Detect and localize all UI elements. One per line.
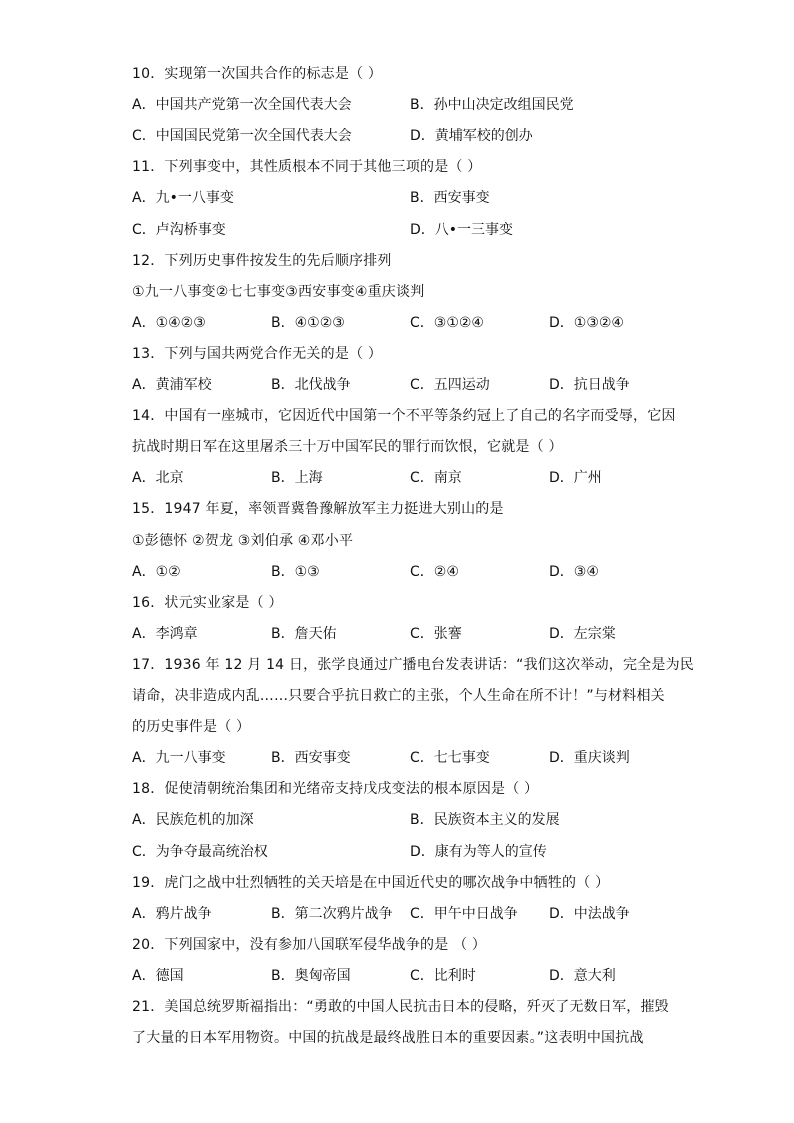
question-stem (132, 937, 672, 953)
question-stem-continued (132, 439, 672, 455)
question-text: 下列国家中，没有参加八国联军侵华战争的是 （ ） (164, 936, 487, 953)
question-stem-continued (132, 719, 672, 735)
question-text: 请命，决非造成内乱……只要合乎抗日救亡的主张，个人生命在所不计！”与材料相关 (132, 688, 665, 704)
question-number: 16． (132, 594, 165, 611)
answer-option: D．黄埔军校的创办 (410, 128, 533, 145)
question-number: 17． (132, 656, 165, 673)
question-number: 14． (132, 408, 165, 425)
answer-option: C．张謇 (410, 625, 462, 642)
question-stem (132, 595, 672, 611)
question-stem (132, 408, 676, 425)
answer-option: C．比利时 (410, 967, 476, 984)
answer-option: C．为争夺最高统治权 (132, 843, 268, 860)
answer-option: B．詹天佑 (271, 625, 337, 642)
question-stem (132, 253, 672, 269)
answer-option: D．抗日战争 (549, 377, 630, 393)
question-number: 11． (132, 159, 165, 176)
answer-option: C．七七事变 (410, 750, 490, 767)
question-number: 13． (132, 345, 165, 362)
question-stem-continued (132, 284, 672, 300)
question-text: 状元实业家是（ ） (164, 594, 283, 611)
answer-option: B．第二次鸦片战争 (271, 905, 393, 922)
question-number: 10． (132, 66, 165, 82)
answer-option: A．中国共产党第一次全国代表大会 (132, 97, 352, 114)
question-stem-continued (132, 688, 672, 704)
answer-option: A．北京 (132, 470, 184, 487)
answer-option: B．④①②③ (271, 314, 345, 331)
answer-option: B．西安事变 (410, 190, 490, 207)
answer-option: A．①④②③ (132, 314, 206, 331)
question-text: 1947 年夏，率领晋冀鲁豫解放军主力挺进大别山的是 (164, 501, 504, 518)
question-text: 了大量的日本军用物资。中国的抗战是最终战胜日本的重要因素。”这表明中国抗战 (132, 1030, 644, 1047)
answer-option: B．北伐战争 (271, 377, 351, 393)
question-text: ①九一八事变②七七事变③西安事变④重庆谈判 (132, 283, 425, 300)
answer-option: C．③①②④ (410, 314, 484, 331)
question-text: 下列事变中，其性质根本不同于其他三项的是（ ） (164, 159, 482, 176)
answer-option: A．黄浦军校 (132, 377, 212, 393)
question-number: 12． (132, 252, 165, 269)
answer-option: D．意大利 (549, 967, 616, 984)
answer-option: A．九•一八事变 (132, 190, 234, 207)
answer-option: B．①③ (271, 563, 320, 580)
answer-option: D．左宗棠 (549, 625, 616, 642)
answer-option: A．①② (132, 563, 181, 580)
answer-option: D．中法战争 (549, 905, 630, 922)
question-number: 19． (132, 874, 165, 891)
answer-option: C．南京 (410, 470, 462, 487)
answer-option: A．德国 (132, 967, 184, 984)
answer-option: C．②④ (410, 563, 459, 580)
question-number: 20． (132, 936, 165, 953)
question-stem (132, 66, 672, 82)
question-stem (132, 781, 672, 797)
question-number: 18． (132, 781, 165, 798)
question-stem (132, 999, 672, 1015)
question-stem-continued (132, 1030, 672, 1046)
question-text: 1936 年 12 月 14 日，张学良通过广播电台发表讲话：“我们这次举动，完全是为民 (164, 656, 694, 673)
question-stem (132, 875, 672, 891)
answer-option: C．中国国民党第一次全国代表大会 (132, 128, 352, 145)
answer-option: B．上海 (271, 470, 323, 487)
answer-option: C．五四运动 (410, 377, 490, 393)
answer-option: B．奥匈帝国 (271, 967, 351, 984)
question-text: 实现第一次国共合作的标志是（ ） (164, 66, 383, 82)
answer-option: B．孙中山决定改组国民党 (410, 97, 574, 114)
answer-option: A．九一八事变 (132, 750, 226, 767)
question-text: ①彭德怀 ②贺龙 ③刘伯承 ④邓小平 (132, 532, 354, 549)
answer-option: D．重庆谈判 (549, 750, 630, 767)
answer-option: C．卢沟桥事变 (132, 221, 226, 238)
answer-option: A．鸦片战争 (132, 905, 212, 922)
question-text: 下列与国共两党合作无关的是（ ） (164, 345, 383, 362)
question-stem (132, 346, 672, 362)
answer-option: A．李鸿章 (132, 625, 198, 642)
answer-option: C．甲午中日战争 (410, 905, 518, 922)
answer-option: D．康有为等人的宣传 (410, 843, 547, 860)
question-stem (132, 159, 672, 175)
answer-option: D．①③②④ (549, 314, 624, 331)
answer-option: D．八•一三事变 (410, 221, 514, 238)
answer-option: B．西安事变 (271, 750, 351, 767)
answer-option: A．民族危机的加深 (132, 812, 254, 829)
answer-option: D．广州 (549, 470, 602, 487)
question-stem (132, 656, 694, 673)
answer-option: B．民族资本主义的发展 (410, 812, 560, 829)
question-number: 21． (132, 999, 165, 1015)
question-text: 促使清朝统治集团和光绪帝支持戊戌变法的根本原因是（ ） (164, 781, 539, 798)
question-text: 虎门之战中壮烈牺牲的关天培是在中国近代史的哪次战争中牺牲的（ ） (164, 874, 610, 891)
question-text: 中国有一座城市，它因近代中国第一个不平等条约冠上了自己的名字而受辱，它因 (164, 408, 676, 425)
question-number: 15． (132, 501, 165, 518)
answer-option: D．③④ (549, 563, 599, 580)
question-text: 下列历史事件按发生的先后顺序排列 (164, 252, 392, 269)
question-stem (132, 501, 672, 517)
question-text: 抗战时期日军在这里屠杀三十万中国军民的罪行而饮恨，它就是（ ） (132, 439, 563, 456)
question-text: 的历史事件是（ ） (132, 719, 251, 736)
question-stem-continued (132, 533, 672, 549)
question-text: 美国总统罗斯福指出：“勇敢的中国人民抗击日本的侵略，歼灭了无数日军，摧毁 (164, 999, 669, 1015)
